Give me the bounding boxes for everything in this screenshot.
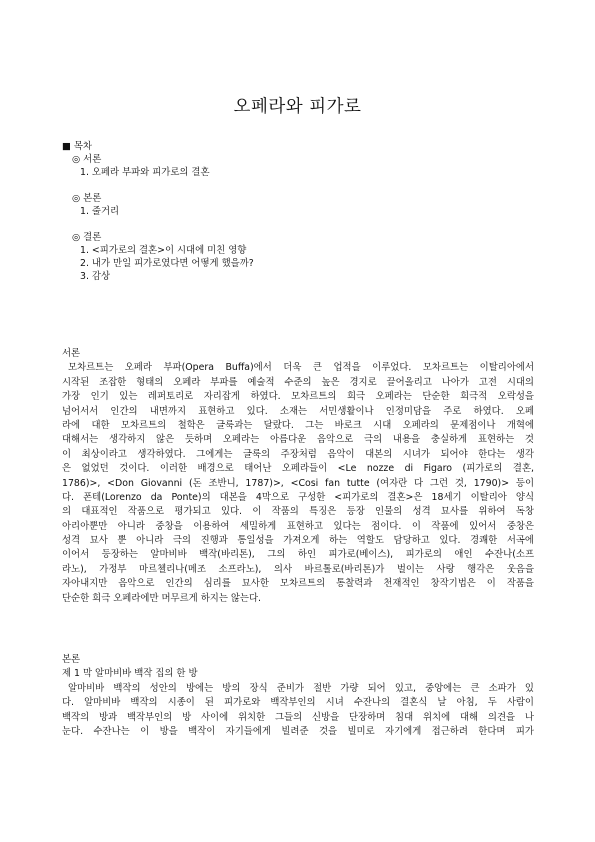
paragraph-line: 넘어서서 인간의 내면까지 표현하고 있다. 소재는 서민생활이나 인정미담을 주로 하였다. 오페 — [62, 405, 534, 417]
paragraph-line: 1786)>, <Don Giovanni (돈 조반니, 1787)>, <Cosi fan tutte (여자란 다 그런 것, 1790)> 등이 — [62, 477, 534, 489]
section-label-intro: 서론 — [62, 348, 81, 359]
paragraph-line: 눈다. 수잔나는 이 방을 백작이 자기들에게 빌려준 것을 빌미로 자기에게 접근하려 한다며 피가 — [62, 725, 534, 737]
paragraph-line: 이어서 등장하는 알마비바 백작(바리톤), 그의 하인 피가로(베이스), 피가로의 애인 수잔나(소프 — [62, 549, 534, 561]
act-heading: 제 1 막 알마비바 백작 집의 한 방 — [62, 668, 198, 680]
section-label-body: 본론 — [62, 654, 81, 665]
paragraph-line: 이 최상이라고 생각하였다. 그에게는 글룩의 주장처럼 음악이 대본의 시녀가 되어야 한다는 생각 — [62, 448, 534, 460]
toc-section-body: ◎ 본론 — [72, 193, 102, 204]
toc-item: 1. <피가로의 결혼>이 시대에 미친 영향 — [80, 245, 247, 256]
paragraph-line: 모차르트는 오페라 부파(Opera Buffa)에서 더욱 큰 업적을 이루었다. 모차르트는 이탈리아에서 — [68, 362, 534, 374]
paragraph-line: 의 대표적인 작품으로 평가되고 있다. 이 작품의 특징은 등장 인물의 성격 묘사를 위하여 독창 — [62, 506, 534, 518]
toc-section-conclusion: ◎ 결론 — [72, 232, 102, 243]
paragraph-line: 아리아뿐만 아니라 중창을 이용하여 세밀하게 표현하고 있다는 점이다. 이 작품에 있어서 중창은 — [62, 520, 534, 532]
toc-heading: ■ 목차 — [62, 141, 92, 152]
toc-item: 2. 내가 만일 피가로였다면 어떻게 했을까? — [80, 258, 254, 269]
toc-item: 1. 줄거리 — [80, 206, 120, 217]
paragraph-line: 자아내지만 음악으로 인간의 심리를 묘사한 모차르트의 통찰력과 천재적인 창작기법은 이 작품을 — [62, 578, 534, 590]
paragraph-line: 은 없었던 것이다. 이러한 배경으로 태어난 오페라들이 <Le nozze di Figaro (피가로의 결혼, — [62, 463, 534, 475]
paragraph-line: 백작의 방과 백작부인의 방 사이에 위치한 그들의 신방을 단장하며 침대 위치에 대해 의견을 나 — [62, 711, 534, 723]
paragraph-line: 단순한 희극 오페라에만 머무르게 하지는 않는다. — [62, 592, 262, 604]
intro-section — [62, 347, 534, 606]
body-section — [62, 653, 534, 739]
paragraph-line: 라노), 가정부 마르첼리나(메조 소프라노), 의사 바르톨로(바리톤)가 벌이는 사랑 행각은 웃음을 — [62, 563, 534, 575]
paragraph-line: 다. 알마비바 백작의 시종이 된 피가로와 백작부인의 시녀 수잔나의 결혼식 날 아침, 두 사람이 — [62, 697, 534, 709]
table-of-contents — [62, 140, 534, 283]
paragraph-line: 가장 인기 있는 레퍼토리로 자리잡게 하였다. 모차르트의 희극 오페라는 단순한 희극적 오락성을 — [62, 391, 534, 403]
paragraph-line: 성격 묘사 뿐 아니라 극의 진행과 통일성을 가져오게 하는 역할도 담당하고 있다. 경쾌한 서곡에 — [62, 535, 534, 547]
toc-section-intro: ◎ 서론 — [72, 154, 102, 165]
paragraph-line: 알마비바 백작의 성안의 방에는 방의 장식 준비가 절반 가량 되어 있고, 중앙에는 큰 소파가 있 — [68, 682, 534, 694]
paragraph-line: 라에 대한 모차르트의 철학은 글룩과는 달랐다. 그는 바로크 시대 오페라의 문제점이나 개혁에 — [62, 419, 534, 431]
toc-item: 1. 오페라 부파와 피가로의 결혼 — [80, 167, 210, 178]
toc-item: 3. 감상 — [80, 271, 111, 282]
paragraph-line: 다. 폰테(Lorenzo da Ponte)의 대본을 4막으로 구성한 <피가로의 결혼>은 18세기 이탈리아 양식 — [62, 491, 534, 503]
paragraph-line: 시작된 조잡한 형태의 오페라 부파를 예술적 수준의 높은 경지로 끌어올리고 나아가 고전 시대의 — [62, 376, 534, 388]
paragraph-line: 대해서는 생각하지 않은 듯하며 오페라는 아름다운 음악으로 극의 내용을 충실하게 표현하는 것 — [62, 434, 534, 446]
document-title: 오페라와 피가로 — [233, 97, 362, 117]
